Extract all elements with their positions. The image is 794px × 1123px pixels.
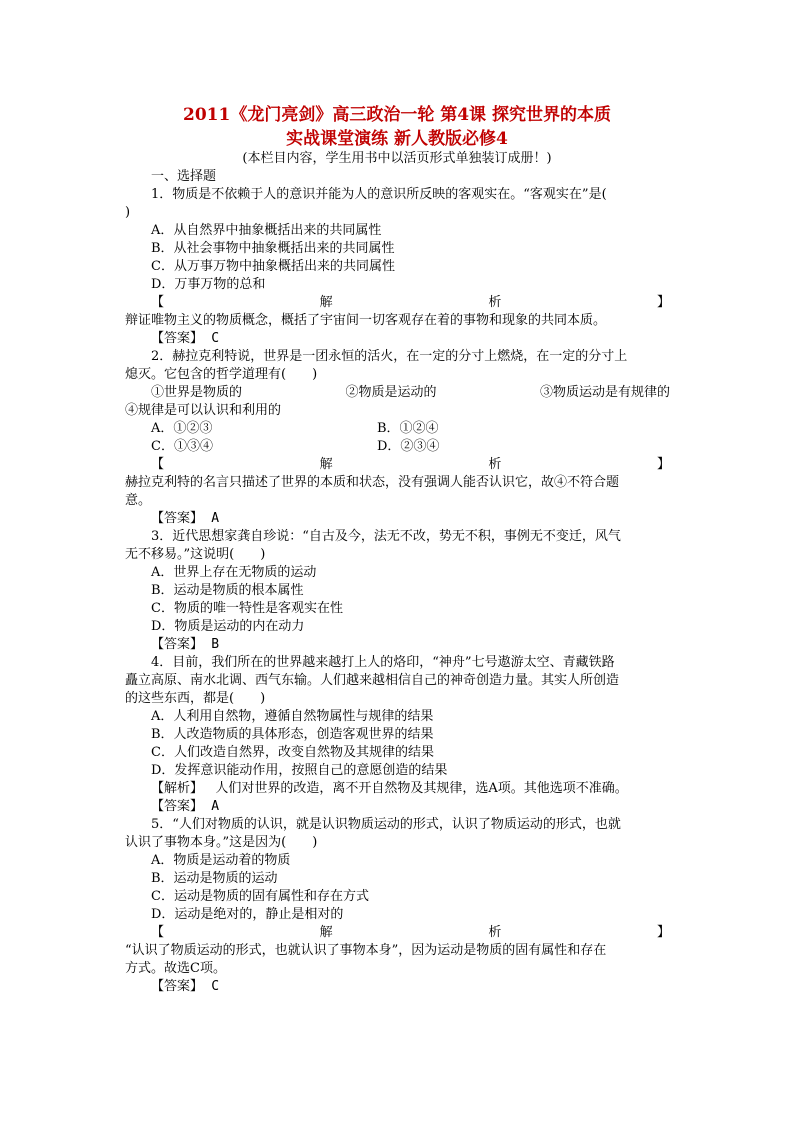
bracket-open: 【 xyxy=(151,457,165,472)
answer-value: B xyxy=(211,637,220,652)
q2-option-d: D．②③④ xyxy=(377,439,440,454)
q1-explain-heading xyxy=(125,294,670,312)
q1-explanation: 辩证唯物主义的物质概念，概括了宇宙间一切客观存在着的事物和现象的共同本质。 xyxy=(125,313,607,328)
explain-text: 人们对世界的改造，离不开自然物及其规律，选A项。其他选项不准确。 xyxy=(215,781,628,796)
statement-2: ②物质是运动的 xyxy=(345,385,437,400)
q2-stem: 2．赫拉克利特说，世界是一团永恒的活火，在一定的分寸上燃烧，在一定的分寸上 xyxy=(151,349,628,364)
explain-label: 【解析】 xyxy=(151,781,204,796)
answer-value: C xyxy=(211,979,220,994)
answer-value: A xyxy=(211,511,220,526)
q4-answer xyxy=(125,798,670,816)
q1-answer xyxy=(125,330,670,348)
statement-4: ④规律是可以认识和利用的 xyxy=(125,403,282,418)
q5-stem: 5．“人们对物质的认识，就是认识物质运动的形式，认识了物质运动的形式，也就 xyxy=(151,817,621,832)
q2-stem: 熄灭。它包含的哲学道理有( ) xyxy=(125,367,318,382)
q3-stem: 3．近代思想家龚自珍说：“自古及今，法无不改，势无不积，事例无不变迁，风气 xyxy=(151,529,621,544)
section-heading: 一、选择题 xyxy=(151,169,217,184)
q5-answer xyxy=(125,978,670,996)
bracket-close: 】 xyxy=(656,295,670,310)
q1-option-c: C．从万事万物中抽象概括出来的共同属性 xyxy=(151,259,395,274)
heading-char: 解 xyxy=(319,925,333,940)
heading-char: 解 xyxy=(319,457,333,472)
q5-option-b: B．运动是物质的运动 xyxy=(151,871,278,886)
q5-explanation: 方式。故选C项。 xyxy=(125,961,226,976)
document-subtitle: 实战课堂演练 新人教版必修4 xyxy=(286,129,508,149)
q5-option-d: D．运动是绝对的，静止是相对的 xyxy=(151,907,344,922)
answer-label: 【答案】 xyxy=(151,511,204,526)
statement-3: ③物质运动是有规律的 xyxy=(539,385,670,400)
answer-value: A xyxy=(211,799,220,814)
q2-statements xyxy=(125,384,670,402)
heading-char: 解 xyxy=(319,295,333,310)
q4-stem: 的这些东西，都是( ) xyxy=(125,691,266,706)
q2-option-b: B．①②④ xyxy=(377,421,439,436)
q2-explanation: 赫拉克利特的名言只描述了世界的本质和状态，没有强调人能否认识它，故④不符合题 xyxy=(125,475,620,490)
answer-label: 【答案】 xyxy=(151,637,204,652)
bracket-open: 【 xyxy=(151,295,165,310)
statement-1: ①世界是物质的 xyxy=(151,385,243,400)
bracket-close: 】 xyxy=(656,925,670,940)
q3-option-d: D．物质是运动的内在动力 xyxy=(151,619,305,634)
document-title: 2011《龙门亮剑》高三政治一轮 第4课 探究世界的本质 xyxy=(183,105,611,125)
q4-explanation xyxy=(125,780,670,798)
q4-option-b: B．人改造物质的具体形态，创造客观世界的结果 xyxy=(151,727,434,742)
document-body xyxy=(125,168,670,996)
answer-label: 【答案】 xyxy=(151,799,204,814)
q5-stem: 认识了事物本身。”这是因为( ) xyxy=(125,835,318,850)
q4-option-d: D．发挥意识能动作用，按照自己的意愿创造的结果 xyxy=(151,763,448,778)
q2-option-c: C．①③④ xyxy=(151,439,213,454)
q3-option-a: A．世界上存在无物质的运动 xyxy=(151,565,317,580)
heading-char: 析 xyxy=(488,295,502,310)
q1-option-a: A．从自然界中抽象概括出来的共同属性 xyxy=(151,223,382,238)
q5-explain-heading xyxy=(125,924,670,942)
q1-stem: ) xyxy=(125,205,131,220)
q3-stem: 无不移易。”这说明( ) xyxy=(125,547,266,562)
answer-value: C xyxy=(211,331,220,346)
q5-option-c: C．运动是物质的固有属性和存在方式 xyxy=(151,889,369,904)
q2-answer xyxy=(125,510,670,528)
q2-explain-heading xyxy=(125,456,670,474)
q4-option-a: A．人利用自然物，遵循自然物属性与规律的结果 xyxy=(151,709,434,724)
bracket-close: 】 xyxy=(656,457,670,472)
q3-answer xyxy=(125,636,670,654)
q5-explanation: “认识了物质运动的形式，也就认识了事物本身”，因为运动是物质的固有属性和存在 xyxy=(125,943,607,958)
binding-note: (本栏目内容，学生用书中以活页形式单独装订成册！) xyxy=(242,151,552,166)
answer-label: 【答案】 xyxy=(151,979,204,994)
heading-char: 析 xyxy=(488,925,502,940)
q4-stem: 4．目前，我们所在的世界越来越打上人的烙印，“神舟”七号遨游太空、青藏铁路 xyxy=(151,655,615,670)
q1-option-d: D．万事万物的总和 xyxy=(151,277,266,292)
heading-char: 析 xyxy=(488,457,502,472)
q3-option-c: C．物质的唯一特性是客观实在性 xyxy=(151,601,343,616)
q4-option-c: C．人们改造自然界，改变自然物及其规律的结果 xyxy=(151,745,434,760)
bracket-open: 【 xyxy=(151,925,165,940)
q4-stem: 矗立高原、南水北调、西气东输。人们越来越相信自己的神奇创造力量。其实人所创造 xyxy=(125,673,620,688)
q1-stem: 1．物质是不依赖于人的意识并能为人的意识所反映的客观实在。“客观实在”是( xyxy=(151,187,607,202)
q2-options-row xyxy=(125,420,670,438)
answer-label: 【答案】 xyxy=(151,331,204,346)
q2-explanation: 意。 xyxy=(125,493,152,508)
q2-options-row xyxy=(125,438,670,456)
q2-option-a: A．①②③ xyxy=(151,421,213,436)
q5-option-a: A．物质是运动着的物质 xyxy=(151,853,291,868)
q3-option-b: B．运动是物质的根本属性 xyxy=(151,583,304,598)
q1-option-b: B．从社会事物中抽象概括出来的共同属性 xyxy=(151,241,395,256)
